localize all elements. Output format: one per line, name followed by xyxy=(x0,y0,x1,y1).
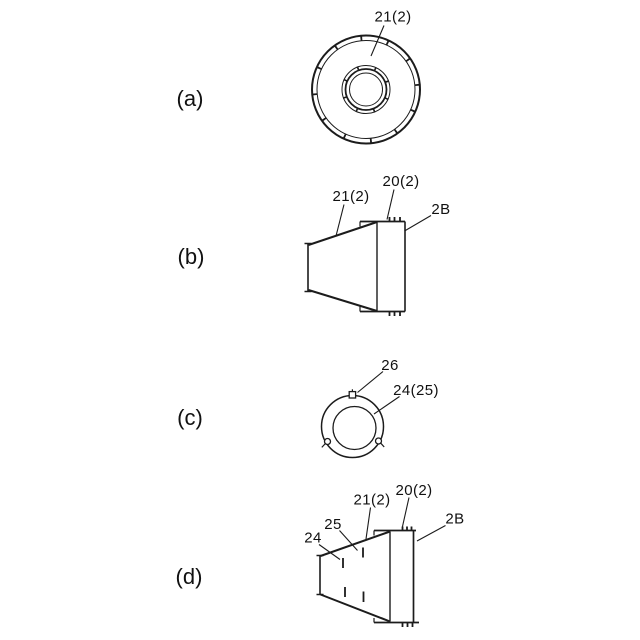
callout-21-2: 21(2) xyxy=(374,8,412,26)
callout-25: 25 xyxy=(324,516,342,533)
panel-label-a: (a) xyxy=(176,86,204,111)
callout-2b: 2B xyxy=(445,510,465,528)
hub-inner-circle xyxy=(350,73,383,106)
panel-label-d: (d) xyxy=(175,564,203,589)
callout-2b: 2B xyxy=(431,201,451,218)
cone-bottom-edge xyxy=(309,290,378,311)
leader-line-26 xyxy=(358,372,384,393)
side-view-drawing xyxy=(305,190,432,317)
leader-line-20-2 xyxy=(387,190,394,220)
panel-c xyxy=(177,357,439,458)
leader-line-24 xyxy=(319,545,340,560)
front-view-drawing xyxy=(312,26,420,144)
panel-label-b: (b) xyxy=(177,244,205,269)
bolt-top xyxy=(349,392,355,398)
rim-inner-circle xyxy=(317,41,415,139)
leader-line-21-2 xyxy=(366,508,371,540)
panel-b xyxy=(178,173,451,316)
panel-a xyxy=(177,9,420,144)
cone-bottom-edge xyxy=(321,595,391,622)
hub-mid-circle xyxy=(346,69,387,110)
ring-view-drawing xyxy=(322,372,400,458)
callout-21-2: 21(2) xyxy=(332,188,370,205)
inner-ring-section-marks xyxy=(343,548,364,603)
leader-line-2b xyxy=(405,216,432,232)
leader-line-2b xyxy=(417,526,446,542)
leader-line-24-25 xyxy=(374,397,400,415)
panel-label-c: (c) xyxy=(177,405,203,430)
bolt-lower-left-tick xyxy=(322,444,326,448)
ring-outer-circle xyxy=(322,396,384,458)
leader-line-21-2 xyxy=(336,205,344,237)
bolt-lower-right xyxy=(376,438,382,444)
cone-top-edge xyxy=(321,532,391,557)
callout-20-2: 20(2) xyxy=(382,173,420,190)
callout-26: 26 xyxy=(381,357,399,374)
cone-top-edge xyxy=(309,222,378,245)
panel-d xyxy=(176,482,465,627)
bolt-lower-left xyxy=(325,439,331,445)
callout-24: 24 xyxy=(304,529,322,547)
ring-inner-circle xyxy=(333,407,376,450)
rim-outer-circle xyxy=(312,36,420,144)
bolt-lower-right-tick xyxy=(381,443,384,447)
callout-21-2: 21(2) xyxy=(353,491,391,509)
hub-bolt-ticks xyxy=(344,67,389,112)
callout-24-25: 24(25) xyxy=(393,382,439,399)
leader-line-20-2 xyxy=(403,498,410,527)
callout-20-2: 20(2) xyxy=(395,482,433,499)
rim-bolt-ticks xyxy=(315,38,418,141)
